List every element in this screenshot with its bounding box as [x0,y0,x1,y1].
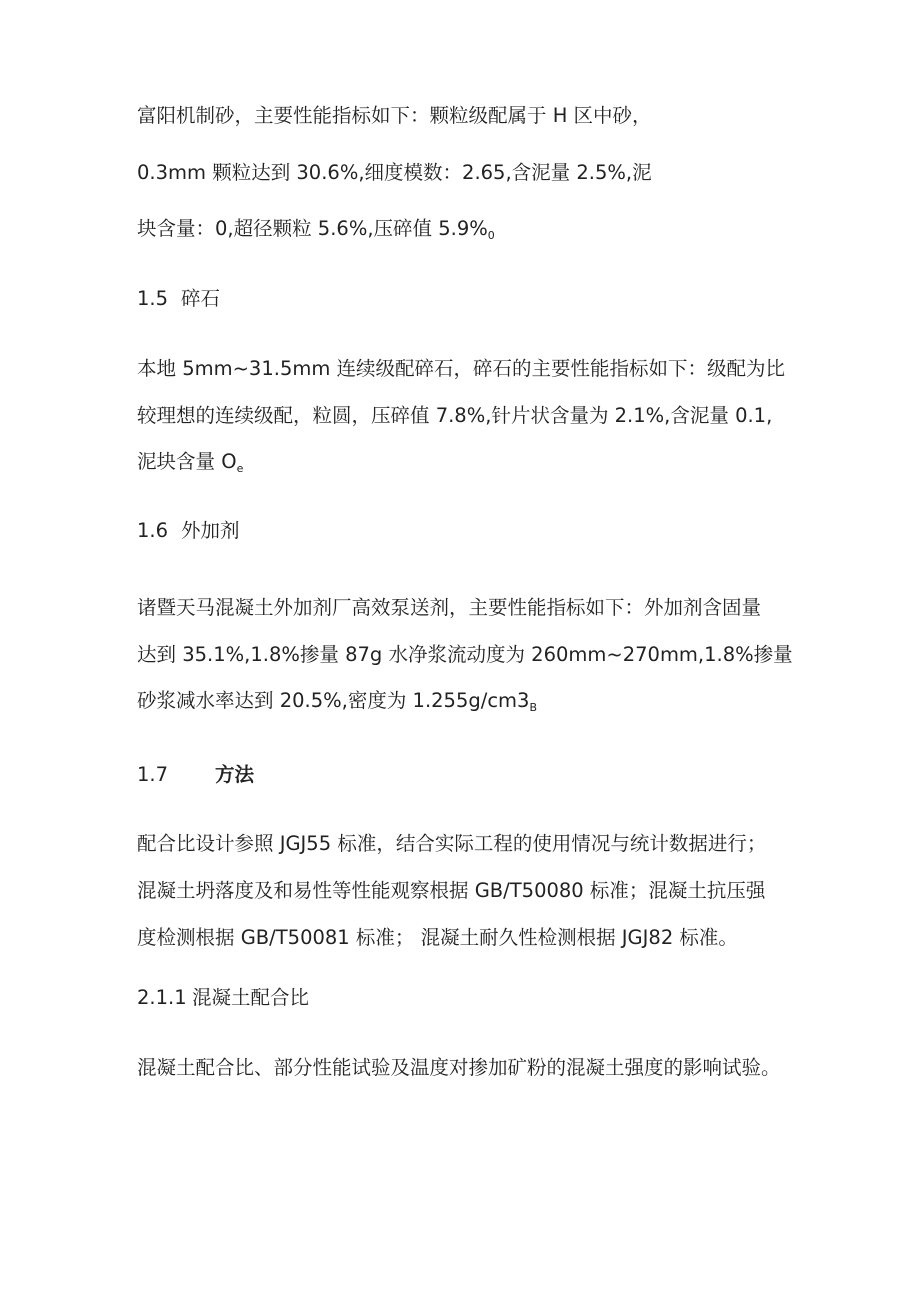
heading-1-6-number: 1.6 [137,519,169,542]
heading-1-7-title: 方法 [215,763,255,786]
gravel-paragraph-line-3-text: 泥块含量 O [137,450,237,473]
heading-1-5-number: 1.5 [137,287,169,310]
gravel-paragraph-subscript: e [236,462,244,475]
heading-1-7 [137,762,254,788]
heading-1-7-number: 1.7 [137,763,169,786]
sand-paragraph-line-1: 富阳机制砂，主要性能指标如下：颗粒级配属于 H 区中砂， [137,104,652,127]
admixture-paragraph-line-2: 达到 35.1%,1.8%掺量 87g 水净浆流动度为 260mm~270mm,1.8%掺量 [137,643,793,666]
method-paragraph-line-3: 度检测根据 GB/T50081 标准； 混凝土耐久性检测根据 JGJ82 标准。 [137,926,738,949]
heading-2-1-1 [137,985,309,1011]
sand-paragraph-subscript: 0 [487,229,495,242]
sand-paragraph-line-3-text: 块含量：0,超径颗粒 5.6%,压碎值 5.9% [137,217,488,240]
heading-2-1-1-number: 2.1.1 [137,986,187,1009]
gravel-paragraph-line-3 [137,449,243,475]
admixture-paragraph-subscript: B [529,701,537,714]
heading-1-6-title: 外加剂 [181,519,240,542]
method-paragraph-line-2: 混凝土坍落度及和易性等性能观察根据 GB/T50080 标准；混凝土抗压强 [137,879,766,902]
heading-2-1-1-title: 混凝土配合比 [192,986,310,1009]
admixture-paragraph-line-3-text: 砂浆减水率达到 20.5%,密度为 1.255g/cm3 [137,689,530,712]
heading-1-5 [137,286,220,312]
gravel-paragraph-line-2: 较理想的连续级配，粒圆，压碎值 7.8%,针片状含量为 2.1%,含泥量 0.1, [137,404,773,427]
gravel-paragraph-line-1: 本地 5mm~31.5mm 连续级配碎石，碎石的主要性能指标如下：级配为比 [137,357,786,380]
heading-1-6 [137,518,240,544]
mix-paragraph-line-1: 混凝土配合比、部分性能试验及温度对掺加矿粉的混凝土强度的影响试验。 [137,1056,781,1079]
admixture-paragraph-line-1: 诸暨天马混凝土外加剂厂高效泵送剂，主要性能指标如下：外加剂含固量 [137,596,762,619]
heading-1-5-title: 碎石 [181,287,221,310]
admixture-paragraph-line-3 [137,688,537,714]
sand-paragraph-line-3 [137,216,495,242]
sand-paragraph-line-2: 0.3mm 颗粒达到 30.6%,细度模数：2.65,含泥量 2.5%,泥 [137,161,652,184]
method-paragraph-line-1: 配合比设计参照 JGJ55 标准，结合实际工程的使用情况与统计数据进行； [137,832,767,855]
